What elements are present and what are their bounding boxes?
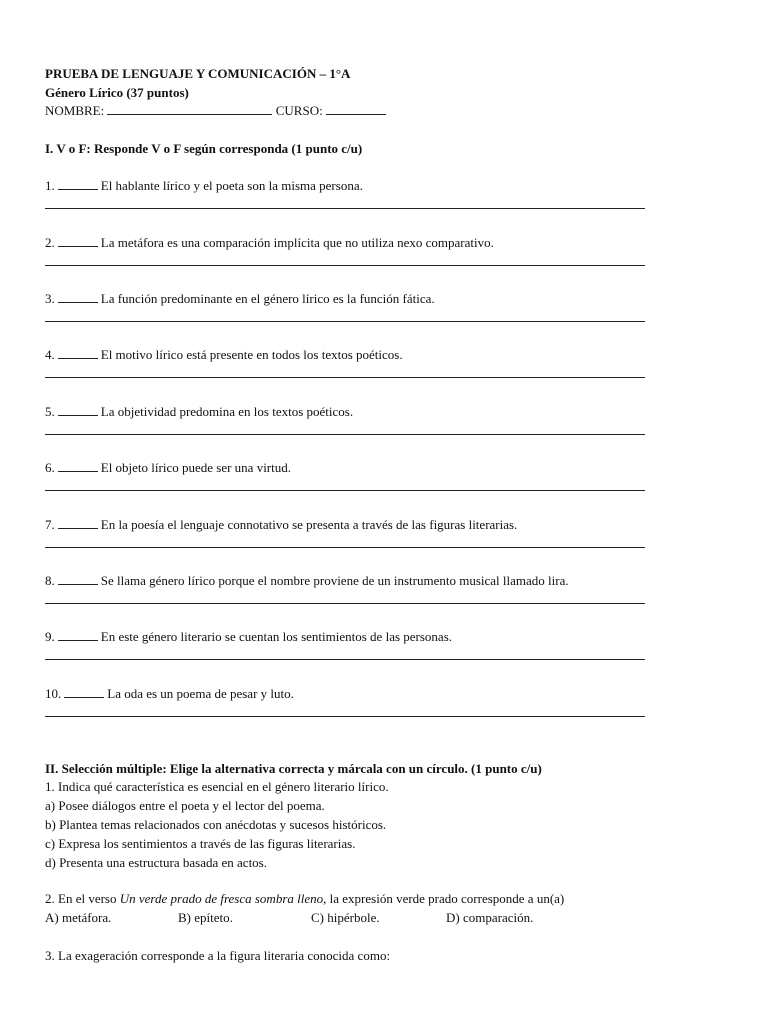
tf-item xyxy=(45,629,452,645)
answer-blank[interactable] xyxy=(58,347,98,359)
answer-line[interactable] xyxy=(45,434,645,435)
question-suffix: , la expresión verde prado corresponde a un(a) xyxy=(323,891,565,906)
exam-title: PRUEBA DE LENGUAJE Y COMUNICACIÓN – 1°A xyxy=(45,66,351,81)
answer-blank[interactable] xyxy=(58,517,98,529)
answer-line[interactable] xyxy=(45,603,645,604)
answer-line[interactable] xyxy=(45,321,645,322)
tf-item-number: 9. xyxy=(45,629,55,644)
tf-item xyxy=(45,686,294,702)
answer-blank[interactable] xyxy=(58,235,98,247)
tf-item xyxy=(45,517,517,533)
answer-blank[interactable] xyxy=(58,629,98,641)
tf-item-number: 7. xyxy=(45,517,55,532)
tf-item xyxy=(45,404,353,420)
tf-item xyxy=(45,460,291,476)
tf-item-text: En este género literario se cuentan los sentimientos de las personas. xyxy=(100,629,453,644)
student-info-row xyxy=(45,103,386,119)
course-label: CURSO: xyxy=(275,103,323,118)
tf-item-text: La metáfora es una comparación implícita que no utiliza nexo comparativo. xyxy=(100,235,494,250)
tf-item xyxy=(45,573,569,589)
course-field[interactable] xyxy=(326,103,386,115)
tf-item-number: 8. xyxy=(45,573,55,588)
tf-item-number: 3. xyxy=(45,291,55,306)
tf-item xyxy=(45,178,363,194)
tf-item xyxy=(45,291,435,307)
tf-item-text: Se llama género lírico porque el nombre proviene de un instrumento musical llamado lira. xyxy=(100,573,569,588)
tf-item-text: La función predominante en el género lírico es la función fática. xyxy=(100,291,435,306)
tf-item-text: El hablante lírico y el poeta son la misma persona. xyxy=(100,178,363,193)
answer-blank[interactable] xyxy=(58,573,98,585)
mc-option-a[interactable]: A) metáfora. xyxy=(45,910,112,925)
answer-line[interactable] xyxy=(45,265,645,266)
answer-line[interactable] xyxy=(45,377,645,378)
tf-item-text: La oda es un poema de pesar y luto. xyxy=(107,686,294,701)
name-label: NOMBRE: xyxy=(45,103,105,118)
mc-option-b[interactable]: b) Plantea temas relacionados con anécdotas y sucesos históricos. xyxy=(45,817,387,832)
answer-line[interactable] xyxy=(45,659,645,660)
answer-blank[interactable] xyxy=(58,460,98,472)
exam-subtitle: Género Lírico (37 puntos) xyxy=(45,85,189,100)
mc-option-a[interactable]: a) Posee diálogos entre el poeta y el lector del poema. xyxy=(45,798,325,813)
answer-blank[interactable] xyxy=(58,178,98,190)
answer-line[interactable] xyxy=(45,208,645,209)
tf-item-number: 6. xyxy=(45,460,55,475)
mc-question xyxy=(45,891,564,907)
section2-heading: II. Selección múltiple: Elige la alternativa correcta y márcala con un círculo. (1 punto c/u) xyxy=(45,761,542,776)
answer-blank[interactable] xyxy=(58,404,98,416)
tf-item xyxy=(45,235,494,251)
section1-heading: I. V o F: Responde V o F según corresponda (1 punto c/u) xyxy=(45,141,363,156)
tf-item-text: En la poesía el lenguaje connotativo se presenta a través de las figuras literarias. xyxy=(100,517,518,532)
quoted-verse: Un verde prado de fresca sombra lleno xyxy=(119,891,324,906)
tf-item-number: 4. xyxy=(45,347,55,362)
mc-question: 3. La exageración corresponde a la figura literaria conocida como: xyxy=(45,948,391,963)
tf-item-text: La objetividad predomina en los textos poéticos. xyxy=(100,404,354,419)
name-field[interactable] xyxy=(107,103,272,115)
mc-question: 1. Indica qué característica es esencial en el género literario lírico. xyxy=(45,779,389,794)
tf-item-number: 10. xyxy=(45,686,62,701)
tf-item-number: 2. xyxy=(45,235,55,250)
mc-option-b[interactable]: B) epíteto. xyxy=(178,910,233,925)
tf-item-text: El objeto lírico puede ser una virtud. xyxy=(100,460,292,475)
answer-line[interactable] xyxy=(45,490,645,491)
mc-option-c[interactable]: c) Expresa los sentimientos a través de las figuras literarias. xyxy=(45,836,356,851)
tf-item-number: 1. xyxy=(45,178,55,193)
mc-option-d[interactable]: D) comparación. xyxy=(446,910,534,925)
tf-item-number: 5. xyxy=(45,404,55,419)
answer-line[interactable] xyxy=(45,547,645,548)
tf-item-text: El motivo lírico está presente en todos los textos poéticos. xyxy=(100,347,403,362)
answer-blank[interactable] xyxy=(58,291,98,303)
mc-option-d[interactable]: d) Presenta una estructura basada en actos. xyxy=(45,855,267,870)
tf-item xyxy=(45,347,403,363)
mc-option-c[interactable]: C) hipérbole. xyxy=(311,910,380,925)
answer-line[interactable] xyxy=(45,716,645,717)
answer-blank[interactable] xyxy=(64,686,104,698)
question-prefix: 2. En el verso xyxy=(45,891,120,906)
